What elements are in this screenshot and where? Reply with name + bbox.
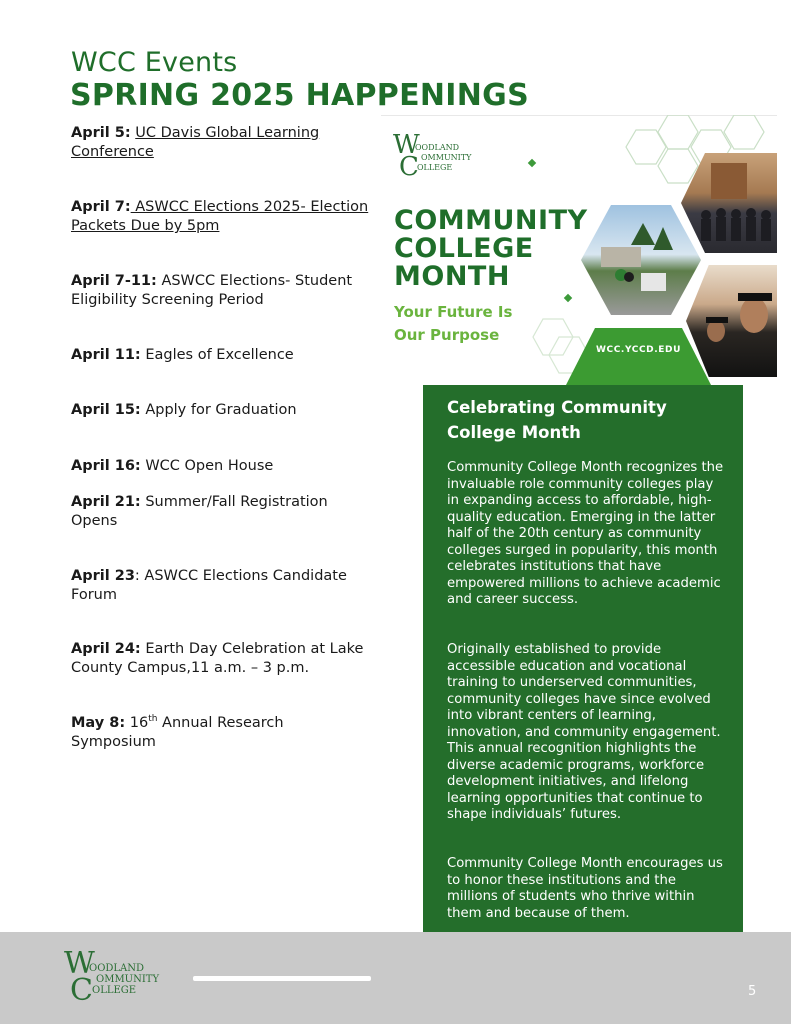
celebration-sidebar <box>423 385 743 932</box>
header-subtitle: WCC Events <box>71 47 238 78</box>
event-date: April 23 <box>71 568 135 584</box>
logo-line: OMMUNITY <box>96 974 160 985</box>
logo-line: OODLAND <box>415 143 460 152</box>
event-item <box>71 346 371 365</box>
diamond-icon <box>564 294 572 302</box>
poster-tagline-line: Your Future Is <box>394 303 513 321</box>
poster-title-line: COLLEGE <box>394 233 534 264</box>
event-item <box>71 567 371 605</box>
wcc-footer-logo <box>64 948 164 1004</box>
poster-title <box>394 207 588 291</box>
event-item <box>71 457 371 476</box>
event-link[interactable]: UC Davis Global Learning Conference <box>71 125 320 160</box>
event-date: April 16: <box>71 458 141 474</box>
event-date: April 11: <box>71 347 141 363</box>
event-date: April 7-11: <box>71 273 157 289</box>
event-date: April 5: <box>71 125 131 141</box>
sidebar-paragraph: Community College Month recognizes the invaluable role community colleges play in expanding access to affordable, high-quality education. Emerging in the latter half of the 20th century as community colleges surged in popularity, this month celebrates institutions that have empowered millions to achieve academic and career success. <box>447 460 724 607</box>
event-item[interactable] <box>71 124 371 162</box>
event-date: April 24: <box>71 641 141 657</box>
graduates-photo <box>686 265 777 377</box>
poster-tagline-line: Our Purpose <box>394 326 500 344</box>
logo-line: OLLEGE <box>92 985 137 996</box>
event-date: April 15: <box>71 402 141 418</box>
event-item <box>71 714 371 752</box>
page-title: SPRING 2025 HAPPENINGS <box>70 78 529 113</box>
event-description: Eagles of Excellence <box>145 347 294 363</box>
sidebar-title: Celebrating Community College Month <box>447 398 667 442</box>
poster-title-line: COMMUNITY <box>394 205 588 236</box>
logo-line: OMMUNITY <box>421 153 472 162</box>
poster-title-line: MONTH <box>394 261 510 292</box>
event-item <box>71 493 371 531</box>
event-date: April 21: <box>71 494 141 510</box>
sidebar-paragraph: Community College Month encourages us to honor these institutions and the millions of students who thrive within them and because of them. <box>447 856 723 921</box>
website-url[interactable]: WCC.YCCD.EDU <box>596 345 681 355</box>
svg-text:W: W <box>393 131 420 160</box>
page-number: 5 <box>748 984 757 999</box>
logo-line: OODLAND <box>89 963 145 974</box>
event-ordinal: 16 <box>129 715 149 731</box>
sidebar-paragraph: Originally established to provide accessible education and vocational training to underserved communities, community colleges have since evolved into vibrant centers of learning, innovation, and community engagement. This annual recognition highlights the diverse academic programs, workforce development initiatives, and lifelong learning opportunities that continue to shape individuals’ futures. <box>447 642 721 822</box>
event-description: Apply for Graduation <box>145 402 297 418</box>
event-ordinal-suffix: th <box>148 714 158 725</box>
event-date: May 8: <box>71 715 126 731</box>
event-description: Earth Day Celebration at Lake County Campus,11 a.m. – 3 p.m. <box>71 641 364 676</box>
logo-line: OLLEGE <box>417 163 453 172</box>
svg-text:C: C <box>399 152 419 179</box>
campus-photo <box>581 205 701 315</box>
footer-divider <box>193 976 371 981</box>
event-link[interactable]: ASWCC Elections 2025- Election Packets Due by 5pm <box>71 199 369 234</box>
diamond-icon <box>528 159 536 167</box>
event-description-text: Annual Research Symposium <box>71 715 284 750</box>
event-description: WCC Open House <box>145 458 274 474</box>
community-college-month-poster <box>381 115 777 385</box>
wcc-logo <box>393 131 485 179</box>
event-description: : ASWCC Elections Candidate Forum <box>71 568 347 603</box>
event-description: ASWCC Elections- Student Eligibility Screening Period <box>71 273 353 308</box>
event-item[interactable] <box>71 198 371 236</box>
svg-text:W: W <box>64 948 95 981</box>
event-description: Summer/Fall Registration Opens <box>71 494 328 529</box>
event-item <box>71 401 371 420</box>
page-footer <box>0 932 791 1024</box>
poster-tagline <box>394 301 512 347</box>
svg-text:C: C <box>70 973 93 1004</box>
event-item <box>71 640 371 678</box>
event-date: April 7: <box>71 199 131 215</box>
event-item <box>71 272 371 310</box>
